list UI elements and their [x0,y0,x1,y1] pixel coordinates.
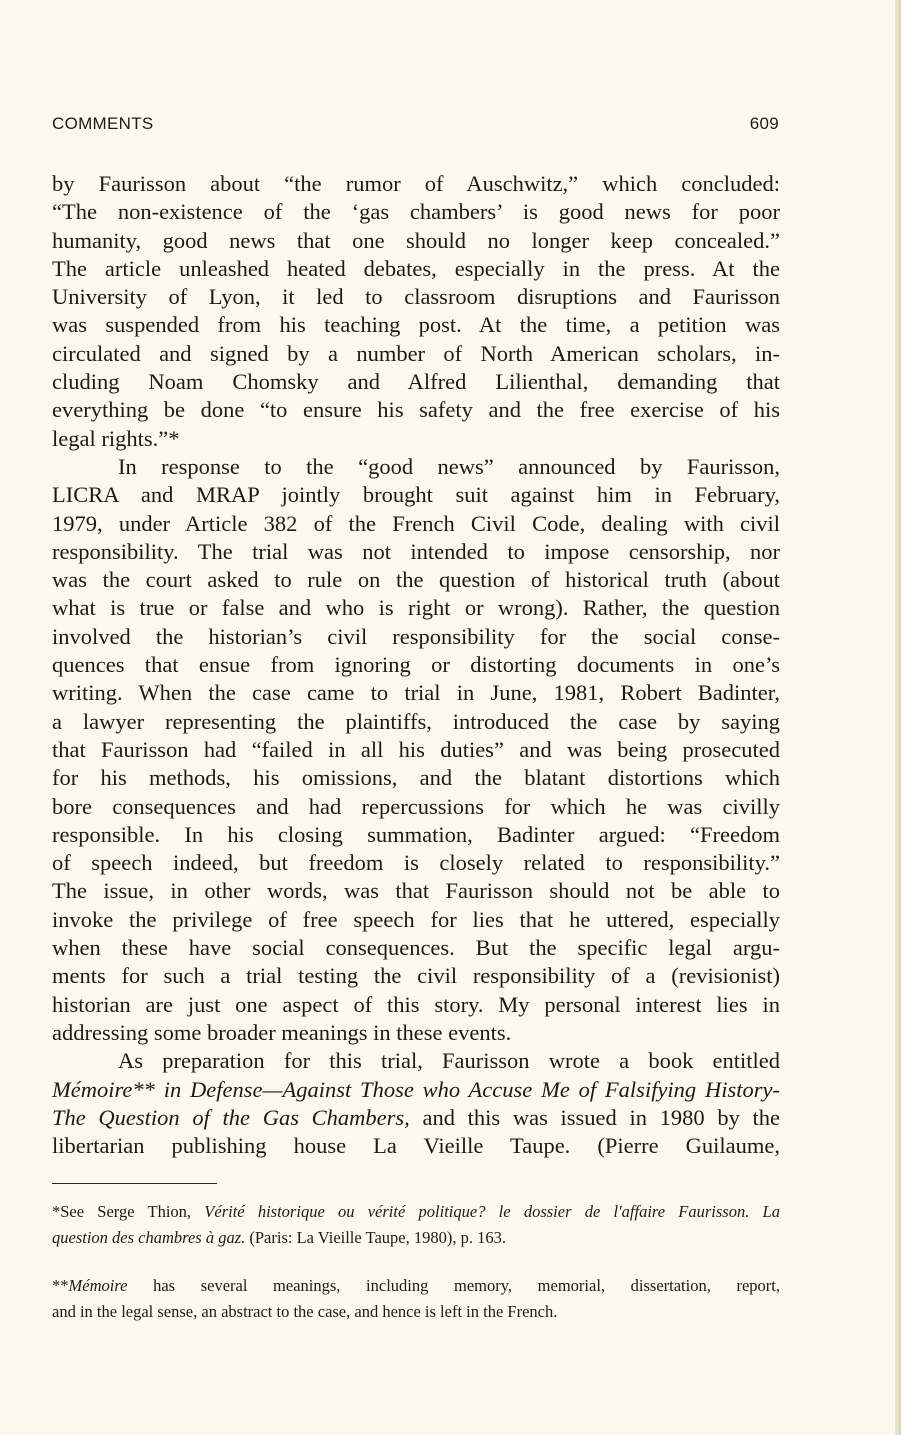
text-line: what is true or false and who is right or wrong). Rather, the question [52,595,780,621]
text-line: was suspended from his teaching post. At the time, a petition was [52,312,780,338]
paragraph-2 [52,453,780,1047]
paragraph-3 [52,1047,780,1160]
paragraph-1 [52,170,780,453]
text-line: quences that ensue from ignoring or distorting documents in one’s [52,652,780,678]
footnote-citation-title-cont: question des chambres à gaz. [52,1227,246,1247]
text-line: of speech indeed, but freedom is closely related to responsibility.” [52,850,780,876]
book-title-cont: The Question of the Gas Chambers, [52,1104,410,1130]
text-line: that Faurisson had “failed in all his duties” and was being prosecuted [52,736,780,762]
text-line: humanity, good news that one should no longer keep concealed.” [52,227,780,253]
text-line: circulated and signed by a number of North American scholars, in- [52,340,780,366]
text-line: historian are just one aspect of this story. My personal interest lies in [52,991,780,1017]
text-line: responsible. In his closing summation, Badinter argued: “Freedom [52,821,780,847]
text-line: cluding Noam Chomsky and Alfred Lilienthal, demanding that [52,369,780,395]
text-line: The article unleashed heated debates, especially in the press. At the [52,255,780,281]
page-number: 609 [749,114,779,133]
footnote-citation-title: Vérité historique ou vérité politique? le dossier de l'affaire Faurisson. La [204,1202,780,1221]
main-text [52,170,780,1160]
text-line [52,1076,780,1104]
text-line: University of Lyon, it led to classroom disruptions and Faurisson [52,284,780,310]
footnote-2: **Mémoire has several meanings, including memory, memorial, dissertation, report, and in the legal sense, an abstract to the case, and hence is left in the French. [52,1276,780,1321]
text-line: As preparation for this trial, Faurisson wrote a book entitled [118,1048,780,1074]
text-line: everything be done “to ensure his safety and the free exercise of his [52,397,780,423]
text-line: involved the historian’s civil responsibility for the social conse- [52,623,780,649]
text-line: invoke the privilege of free speech for lies that he uttered, especially [52,906,780,932]
text-line: libertarian publishing house La Vieille Taupe. (Pierre Guilaume, [52,1133,780,1159]
page-edge [895,0,901,1435]
text-line: writing. When the case came to trial in June, 1981, Robert Badinter, [52,680,780,706]
text-line: The issue, in other words, was that Faurisson should not be able to [52,878,780,904]
footnote-term: Mémoire [68,1276,128,1295]
text-line: was the court asked to rule on the question of historical truth (about [52,567,780,593]
text-line: bore consequences and had repercussions for which he was civilly [52,793,780,819]
text-line: LICRA and MRAP jointly brought suit against him in February, [52,482,780,508]
section-title: COMMENTS [52,114,154,133]
text-line: for his methods, his omissions, and the blatant distortions which [52,765,780,791]
footnote-rule [52,1183,217,1184]
text-line: The Question of the Gas Chambers, and this was issued in 1980 by the [52,1104,780,1130]
text-line: 1979, under Article 382 of the French Civil Code, dealing with civil [52,510,780,536]
text-line: addressing some broader meanings in these events. [52,1019,512,1045]
text-line: “The non-existence of the ‘gas chambers’ is good news for poor [52,199,780,225]
footnote-1: *See Serge Thion, Vérité historique ou vérité politique? le dossier de l'affaire Faurisson. La question des chambres à gaz. (Paris: La Vieille Taupe, 1980), p. 163. [52,1202,780,1247]
text-line: when these have social consequences. But the specific legal argu- [52,935,780,961]
running-header [52,114,779,134]
paragraphs [52,170,780,1047]
book-title: Mémoire** in Defense—Against Those who Accuse Me of Falsifying History- [52,1076,780,1102]
text-line: ments for such a trial testing the civil responsibility of a (revisionist) [52,963,780,989]
text-line: legal rights.”* [52,425,180,451]
text-line: a lawyer representing the plaintiffs, introduced the case by saying [52,708,780,734]
text-line: by Faurisson about “the rumor of Auschwitz,” which concluded: [52,171,780,196]
text-line: responsibility. The trial was not intended to impose censorship, nor [52,538,780,564]
text-line: In response to the “good news” announced by Faurisson, [118,453,780,479]
